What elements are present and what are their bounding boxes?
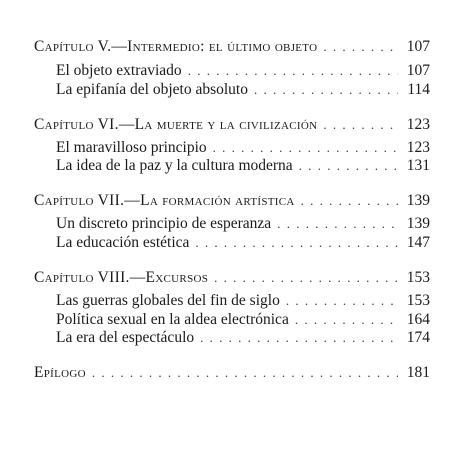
toc-entry-label: Las guerras globales del fin de siglo — [56, 292, 280, 309]
toc-entry-label: Capítulo VIII.—Excursos — [34, 269, 209, 286]
toc-entry — [56, 62, 430, 80]
toc-entry-label: Un discreto principio de esperanza — [56, 215, 272, 232]
toc-entry — [56, 215, 430, 233]
toc-entry-label: La era del espectáculo — [56, 329, 195, 346]
toc-entry-chapter-8 — [34, 269, 430, 287]
toc-entry-page: 107 — [406, 38, 430, 55]
toc-entry — [56, 157, 430, 175]
toc-entry-chapter-5 — [34, 38, 430, 56]
toc-entry-label: Epílogo — [34, 364, 86, 381]
toc-entry-page: 123 — [406, 139, 430, 156]
toc-entry-page: 181 — [406, 364, 430, 381]
toc-entry-label: La epifanía del objeto absoluto — [56, 81, 248, 98]
dot-leader — [195, 234, 398, 252]
dot-leader — [323, 38, 398, 56]
dot-leader — [92, 364, 398, 382]
dot-leader — [213, 139, 398, 157]
dot-leader — [188, 62, 398, 80]
dot-leader — [286, 292, 398, 310]
dot-leader — [200, 329, 398, 347]
toc-entry-chapter-7 — [34, 192, 430, 210]
dot-leader — [299, 157, 398, 175]
toc-entry — [56, 234, 430, 252]
toc-entry-page: 107 — [406, 62, 430, 79]
toc-entry-label: La educación estética — [56, 234, 190, 251]
toc-entry-page: 114 — [407, 81, 430, 98]
dot-leader — [295, 311, 398, 329]
toc-entry-label: El objeto extraviado — [56, 62, 182, 79]
toc-entry-page: 139 — [406, 192, 430, 209]
toc-entry-page: 147 — [406, 234, 430, 251]
toc-entry — [56, 311, 430, 329]
dot-leader — [254, 81, 398, 99]
toc-entry — [56, 292, 430, 310]
toc-entry-label: Capítulo V.—Intermedio: el último objeto — [34, 38, 318, 55]
toc-entry-page: 174 — [406, 329, 430, 346]
dot-leader — [277, 215, 398, 233]
toc-entry-chapter-6 — [34, 116, 430, 134]
toc-entry-label: Capítulo VII.—La formación artística — [34, 192, 295, 209]
toc-entry-page: 123 — [406, 116, 430, 133]
toc-entry-label: El maravilloso principio — [56, 139, 207, 156]
toc-entry-page: 139 — [406, 215, 430, 232]
toc-entry-page: 153 — [406, 292, 430, 309]
toc-entry-label: Capítulo VI.—La muerte y la civilización — [34, 116, 318, 133]
toc-entry-label: Política sexual en la aldea electrónica — [56, 311, 289, 328]
dot-leader — [214, 269, 398, 287]
dot-leader — [301, 192, 398, 210]
toc-entry-page: 131 — [406, 157, 430, 174]
toc-entry — [56, 81, 430, 99]
toc-entry-epilogue — [34, 364, 430, 382]
toc-entry-label: La idea de la paz y la cultura moderna — [56, 157, 293, 174]
toc-entry — [56, 329, 430, 347]
toc-entry-page: 153 — [406, 269, 430, 286]
toc-entry — [56, 139, 430, 157]
dot-leader — [323, 116, 398, 134]
toc-entry-page: 164 — [406, 311, 430, 328]
